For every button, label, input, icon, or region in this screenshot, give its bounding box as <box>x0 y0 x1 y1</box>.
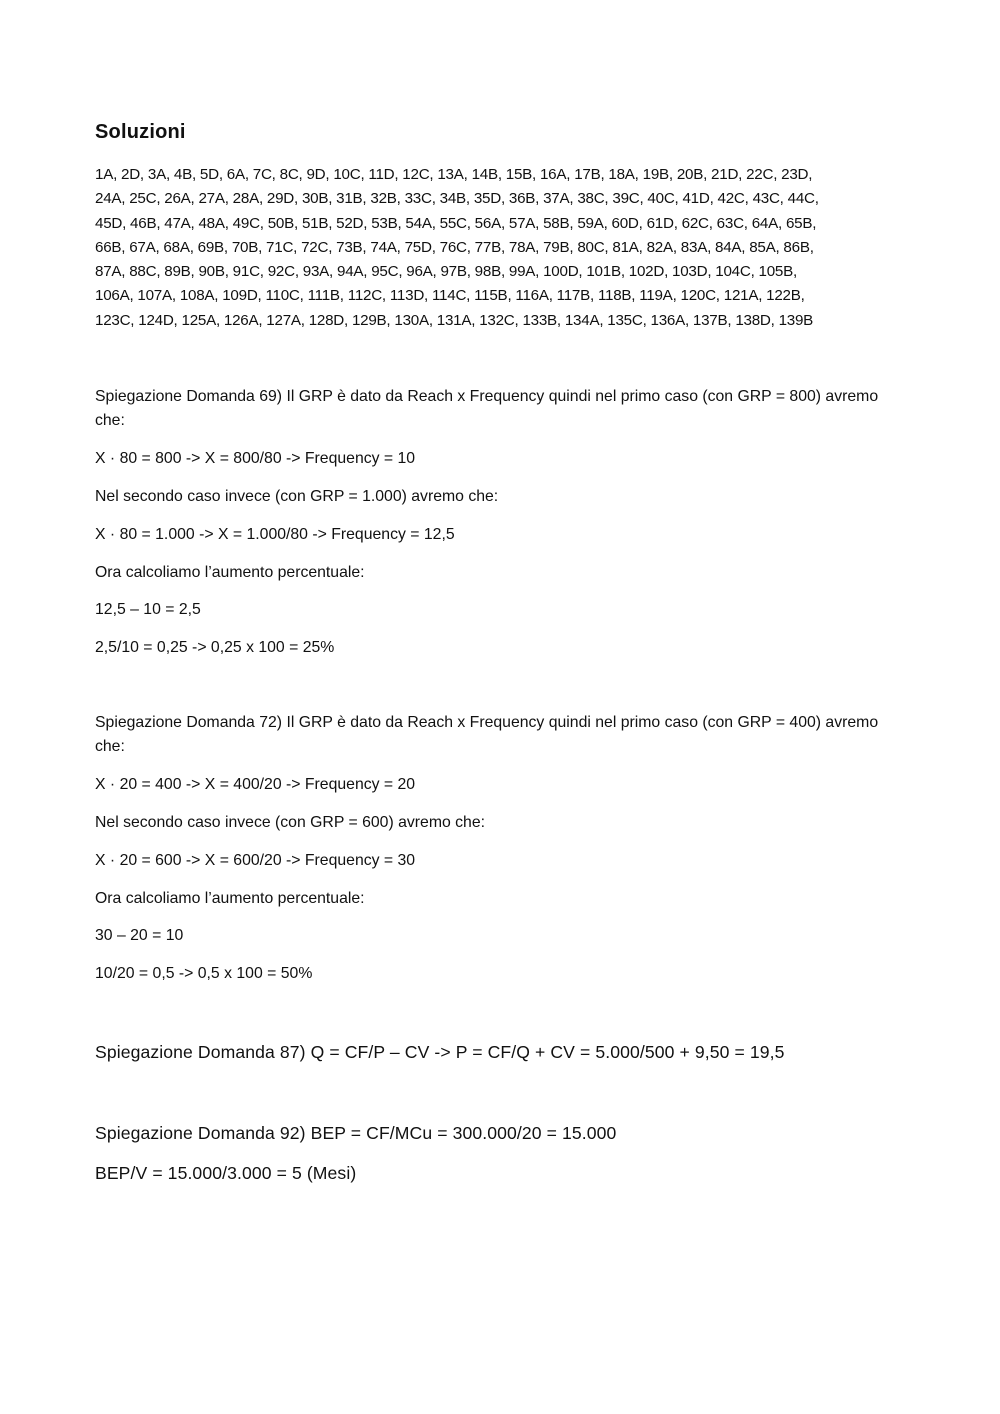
q72-calc-label: Ora calcoliamo l’aumento percentuale: <box>95 890 365 907</box>
q87-explanation: Spiegazione Domanda 87) Q = CF/P – CV -> P = CF/Q + CV = 5.000/500 + 9,50 = 19,5 <box>95 1042 785 1062</box>
q69-percentage: 2,5/10 = 0,25 -> 0,25 x 100 = 25% <box>95 639 335 656</box>
q72-equation-2: X · 20 = 600 -> X = 600/20 -> Frequency = 30 <box>95 852 416 869</box>
q72-percentage: 10/20 = 0,5 -> 0,5 x 100 = 50% <box>95 965 313 982</box>
q69-difference: 12,5 – 10 = 2,5 <box>95 601 201 618</box>
q69-intro: Spiegazione Domanda 69) Il GRP è dato da Reach x Frequency quindi nel primo caso (con GRP = 800) avremo che: <box>95 388 879 429</box>
q72-difference: 30 – 20 = 10 <box>95 927 184 944</box>
answer-key-line: 87A, 88C, 89B, 90B, 91C, 92C, 93A, 94A, 95C, 96A, 97B, 98B, 99A, 100D, 101B, 102D, 103D, 104C, 105B, <box>95 263 797 281</box>
q69-equation-2: X · 80 = 1.000 -> X = 1.000/80 -> Frequency = 12,5 <box>95 526 455 543</box>
q92-months: BEP/V = 15.000/3.000 = 5 (Mesi) <box>95 1163 357 1183</box>
q69-second-case: Nel secondo caso invece (con GRP = 1.000) avremo che: <box>95 488 499 505</box>
q72-equation-1: X · 20 = 400 -> X = 400/20 -> Frequency = 20 <box>95 776 416 793</box>
q69-calc-label: Ora calcoliamo l’aumento percentuale: <box>95 564 365 581</box>
answer-key-line: 24A, 25C, 26A, 27A, 28A, 29D, 30B, 31B, 32B, 33C, 34B, 35D, 36B, 37A, 38C, 39C, 40C, 41D, 42C, 43C, 44C, <box>95 190 819 208</box>
answer-key-line: 45D, 46B, 47A, 48A, 49C, 50B, 51B, 52D, 53B, 54A, 55C, 56A, 57A, 58B, 59A, 60D, 61D, 62C, 63C, 64A, 65B, <box>95 214 817 232</box>
answer-key-line: 1A, 2D, 3A, 4B, 5D, 6A, 7C, 8C, 9D, 10C, 11D, 12C, 13A, 14B, 15B, 16A, 17B, 18A, 19B, 20B, 21D, 22C, 23D, <box>95 166 813 183</box>
q72-intro: Spiegazione Domanda 72) Il GRP è dato da Reach x Frequency quindi nel primo caso (con GRP = 400) avremo che: <box>95 714 879 755</box>
answer-key-line: 66B, 67A, 68A, 69B, 70B, 71C, 72C, 73B, 74A, 75D, 76C, 77B, 78A, 79B, 80C, 81A, 82A, 83A, 84A, 85A, 86B, <box>95 238 814 256</box>
answer-key-line: 106A, 107A, 108A, 109D, 110C, 111B, 112C, 113D, 114C, 115B, 116A, 117B, 118B, 119A, 120C, 121A, 122B, <box>95 287 805 305</box>
q92-explanation: Spiegazione Domanda 92) BEP = CF/MCu = 300.000/20 = 15.000 <box>95 1123 617 1143</box>
answer-key <box>95 163 915 333</box>
page-title: Soluzioni <box>95 121 186 143</box>
q69-equation-1: X · 80 = 800 -> X = 800/80 -> Frequency = 10 <box>95 450 416 467</box>
answer-key-line: 123C, 124D, 125A, 126A, 127A, 128D, 129B, 130A, 131A, 132C, 133B, 134A, 135C, 136A, 137B, 138D, 139B <box>95 311 814 329</box>
q72-second-case: Nel secondo caso invece (con GRP = 600) avremo che: <box>95 814 486 831</box>
